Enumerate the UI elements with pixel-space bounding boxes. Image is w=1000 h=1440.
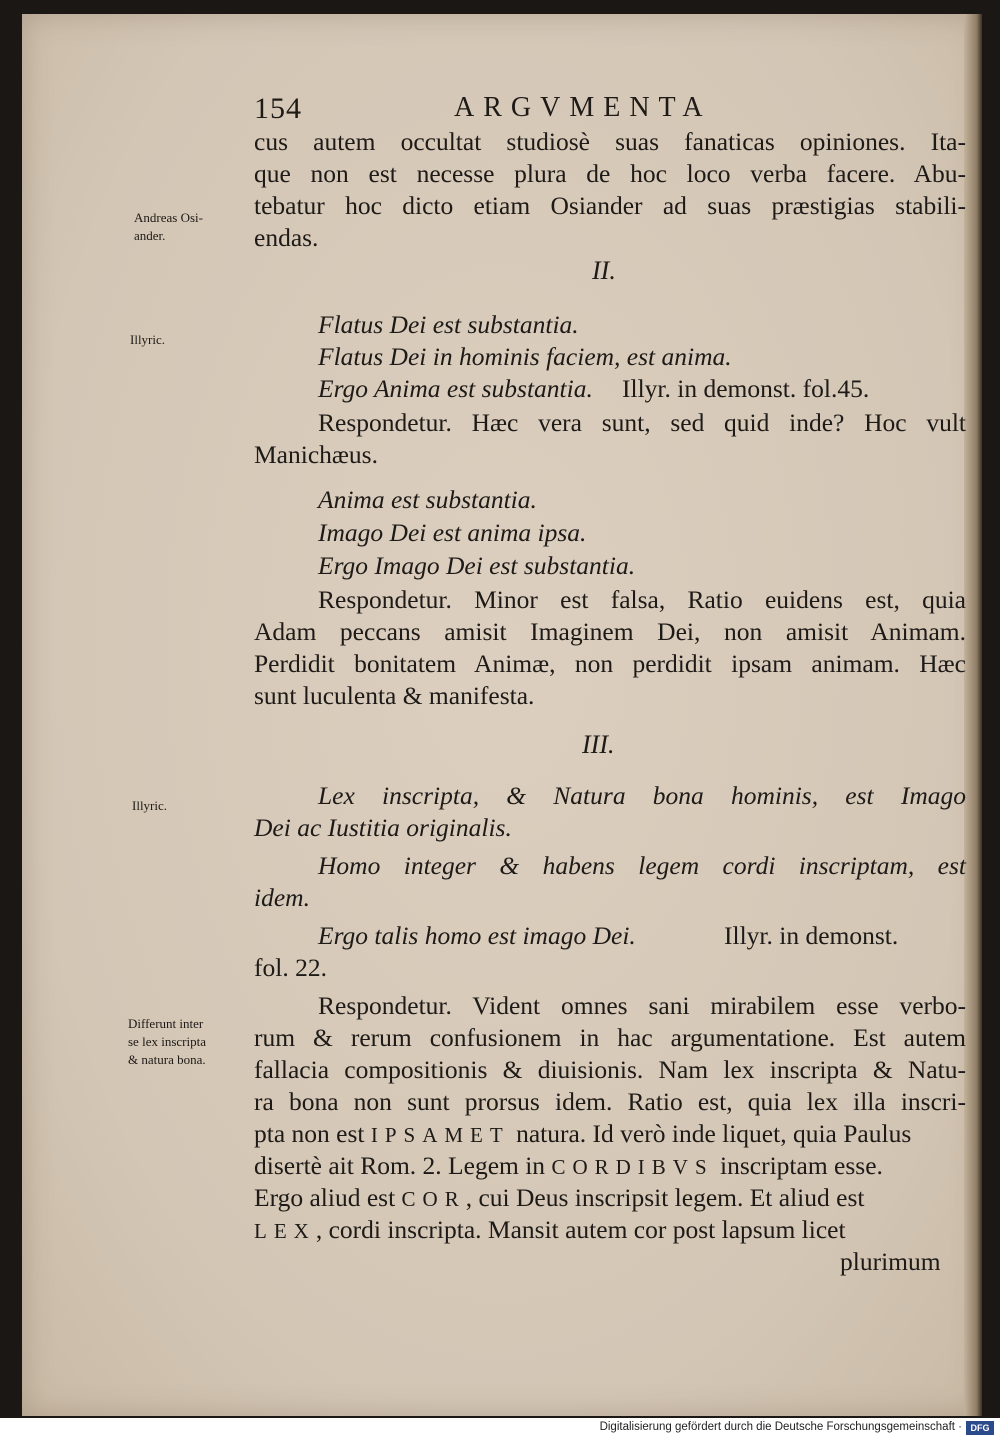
text-line: Perdidit bonitatem Animæ, non perdidit ipsam animam. Hæc [254, 649, 966, 678]
footer-credit: Digitalisierung gefördert durch die Deutsche Forschungsgemeinschaft · [599, 1421, 962, 1433]
syllogism-line: Imago Dei est anima ipsa. [318, 518, 587, 547]
text-line: sunt luculenta & manifesta. [254, 681, 535, 710]
small-caps-word: COR [401, 1187, 466, 1211]
margin-note-illyric-1: Illyric. [130, 332, 166, 347]
small-caps-word: LEX [254, 1219, 316, 1243]
syllogism-line: Ergo Anima est substantia. [318, 374, 593, 403]
syllogism-line: Flatus Dei est substantia. [318, 310, 579, 339]
section-numeral-iii: III. [582, 730, 615, 759]
text-line: LEX, cordi inscripta. Mansit autem cor post lapsum licet [254, 1215, 846, 1244]
margin-note-illyric-2: Illyric. [132, 798, 168, 813]
text-line: ra bona non sunt prorsus idem. Ratio est, quia lex illa inscri- [254, 1087, 966, 1116]
margin-note-differunt-3: & natura bona. [128, 1052, 206, 1067]
text-line: que non est necesse plura de hoc loco verba facere. Abu- [254, 159, 966, 188]
syllogism-line: Homo integer & habens legem cordi inscriptam, est [318, 851, 966, 880]
syllogism-line: Anima est substantia. [318, 485, 537, 514]
text-line: disertè ait Rom. 2. Legem in CORDIBVS inscriptam esse. [254, 1151, 883, 1180]
catchword: plurimum [840, 1247, 941, 1276]
text-line: Ergo aliud est COR, cui Deus inscripsit legem. Et aliud est [254, 1183, 865, 1212]
text-line: Respondetur. Hæc vera sunt, sed quid inde? Hoc vult [318, 408, 966, 437]
syllogism-line: Ergo talis homo est imago Dei. [318, 921, 636, 950]
text-line: fol. 22. [254, 953, 327, 982]
text-line: fallacia compositionis & diuisionis. Nam lex inscripta & Natu- [254, 1055, 966, 1084]
dfg-logo-icon: DFG [966, 1421, 994, 1435]
text-line: rum & rerum confusionem in hac argumentatione. Est autem [254, 1023, 966, 1052]
text-line: pta non est IPSAMET natura. Id verò inde liquet, quia Paulus [254, 1119, 912, 1148]
syllogism-line: Flatus Dei in hominis faciem, est anima. [318, 342, 732, 371]
text-line: endas. [254, 223, 319, 252]
citation: Illyr. in demonst. fol.45. [622, 374, 870, 403]
text-line: tebatur hoc dicto etiam Osiander ad suas præstigias stabili- [254, 191, 966, 220]
book-page [22, 14, 982, 1416]
text-line: Respondetur. Vident omnes sani mirabilem esse verbo- [318, 991, 966, 1020]
margin-note-osiander-1: Andreas Osi- [134, 210, 203, 225]
margin-note-differunt-2: se lex inscripta [128, 1034, 206, 1049]
syllogism-line: idem. [254, 883, 310, 912]
text-line: Respondetur. Minor est falsa, Ratio euidens est, quia [318, 585, 966, 614]
margin-note-osiander-2: ander. [134, 228, 166, 243]
running-title: ARGVMENTA [454, 92, 712, 123]
text-line: Adam peccans amisit Imaginem Dei, non amisit Animam. [254, 617, 966, 646]
text-line: Manichæus. [254, 440, 378, 469]
section-numeral-ii: II. [592, 256, 616, 285]
citation: Illyr. in demonst. [724, 921, 899, 950]
small-caps-word: CORDIBVS [551, 1155, 714, 1179]
margin-note-differunt-1: Differunt inter [128, 1016, 204, 1031]
footer-bar [0, 1418, 1000, 1440]
text-line: cus autem occultat studiosè suas fanaticas opiniones. Ita- [254, 127, 966, 156]
syllogism-line: Dei ac Iustitia originalis. [254, 813, 512, 842]
book-spine [964, 14, 982, 1416]
small-caps-word: IPSAMET [370, 1123, 510, 1147]
page-number: 154 [254, 92, 302, 125]
syllogism-line: Ergo Imago Dei est substantia. [318, 551, 636, 580]
syllogism-line: Lex inscripta, & Natura bona hominis, est Imago [318, 781, 966, 810]
